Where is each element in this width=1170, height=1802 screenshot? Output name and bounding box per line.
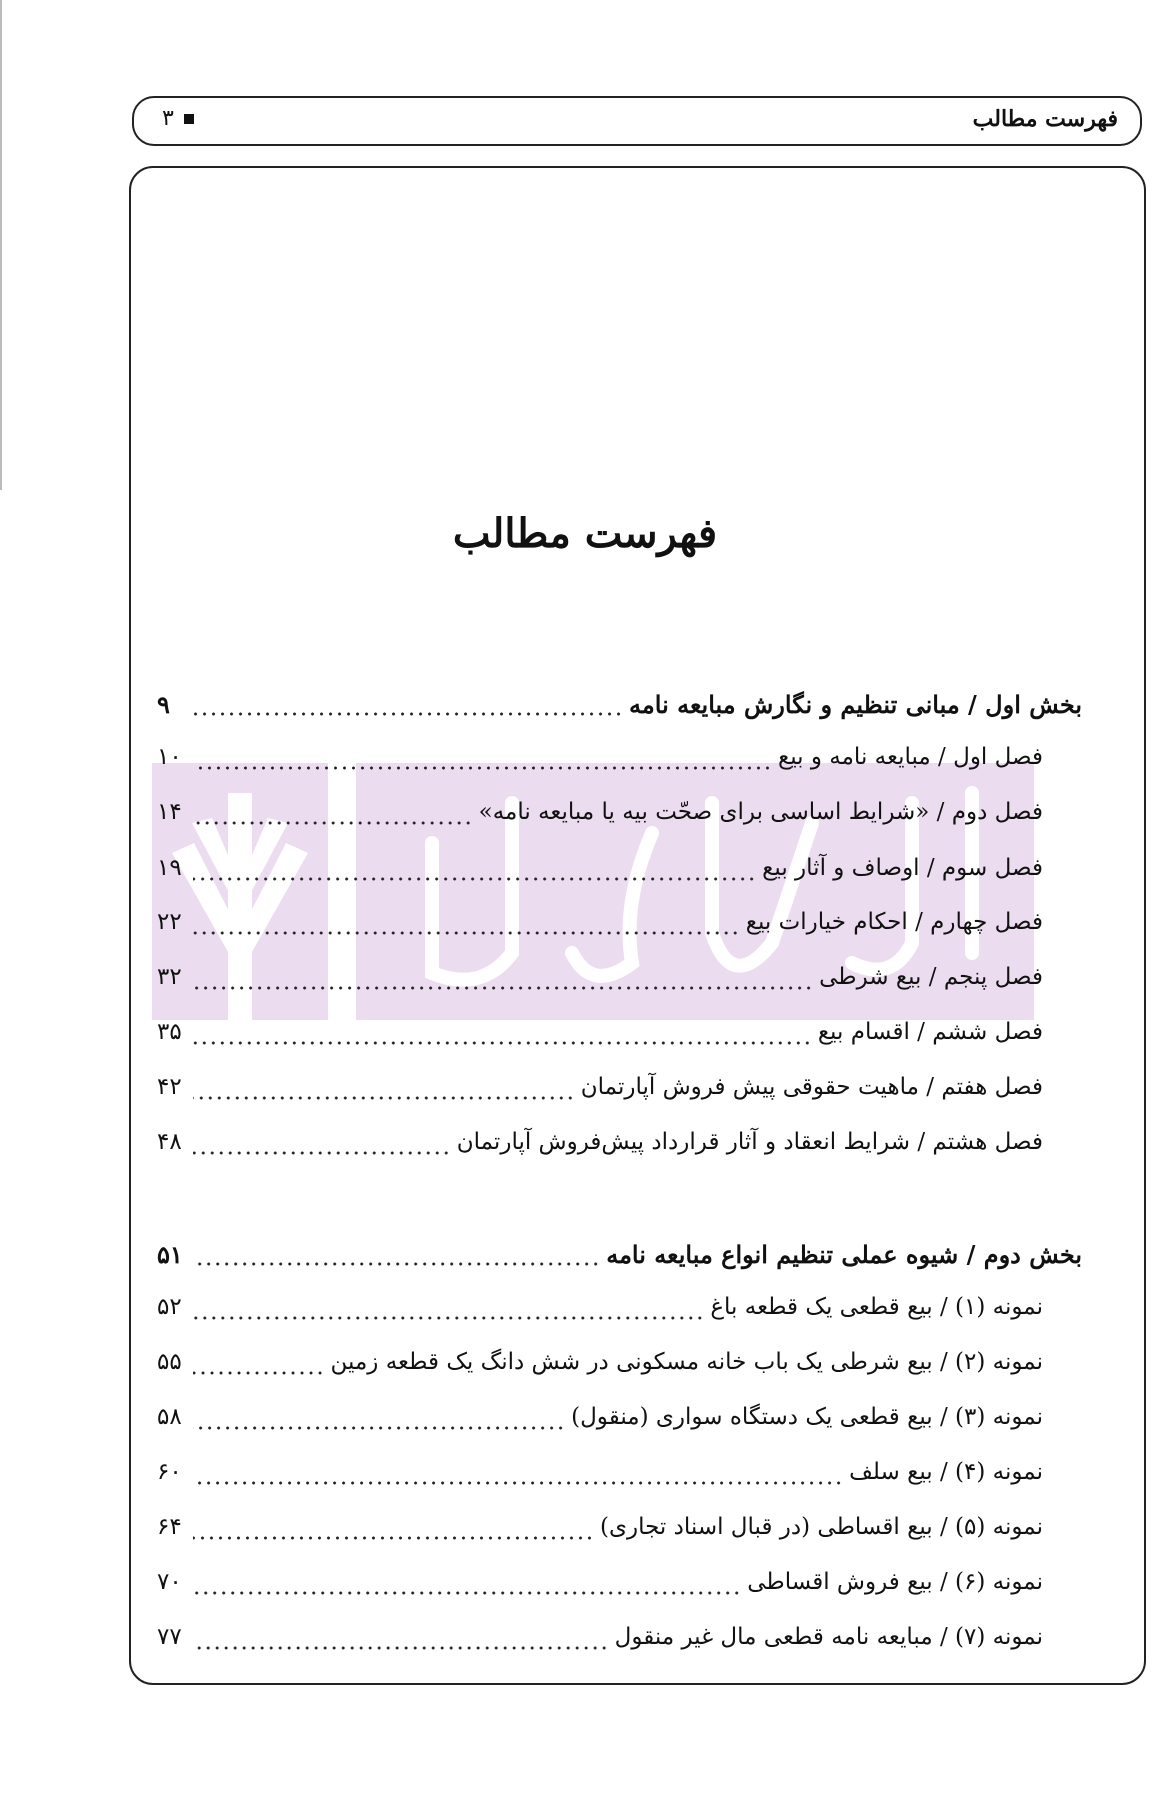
toc-entry[interactable]	[157, 909, 1043, 943]
toc-entry-label: نمونه (۴) / بیع سلف	[849, 1459, 1043, 1485]
toc-entry-label: فصل هفتم / ماهیت حقوقی پیش فروش آپارتمان	[580, 1074, 1043, 1100]
page-title: فهرست مطالب	[452, 510, 718, 557]
dot-leader	[193, 712, 623, 716]
running-header-page	[162, 106, 194, 131]
dot-leader	[193, 1371, 325, 1375]
toc-entry-label: فصل پنجم / بیع شرطی	[819, 964, 1043, 990]
square-bullet-icon	[184, 114, 194, 124]
toc-entry-page: ۵۱	[157, 1240, 183, 1269]
toc-entry[interactable]	[157, 1459, 1043, 1493]
toc-entry-label: نمونه (۶) / بیع فروش اقساطی	[747, 1569, 1043, 1595]
dot-leader	[193, 766, 772, 770]
toc-entry-label: فصل هشتم / شرایط انعقاد و آثار قرارداد پیش‌فروش آپارتمان	[456, 1129, 1043, 1155]
dot-leader	[193, 821, 473, 825]
toc-entry-page: ۳۵	[157, 1019, 182, 1045]
toc-entry-page: ۵۸	[157, 1404, 182, 1430]
toc-entry-page: ۵۲	[157, 1294, 182, 1320]
toc-entry[interactable]	[157, 744, 1043, 778]
toc-entry[interactable]	[157, 1294, 1043, 1328]
toc-entry-label: نمونه (۱) / بیع قطعی یک قطعه باغ	[710, 1294, 1043, 1320]
toc-entry[interactable]	[157, 1074, 1043, 1108]
dot-leader	[193, 877, 756, 881]
toc-entry-page: ۲۲	[157, 909, 182, 935]
running-header-title: فهرست مطالب	[972, 106, 1118, 132]
dot-leader	[193, 1316, 704, 1320]
toc-entry-label: فصل ششم / اقسام بیع	[817, 1019, 1043, 1045]
toc-entry[interactable]	[157, 1569, 1043, 1603]
dot-leader	[193, 931, 740, 935]
toc-entry-page: ۴۲	[157, 1074, 182, 1100]
page-edge	[0, 0, 2, 490]
dot-leader	[193, 1096, 575, 1100]
toc-entry[interactable]	[157, 1624, 1043, 1658]
toc-entry-label: نمونه (۲) / بیع شرطی یک باب خانه مسکونی در شش دانگ یک قطعه زمین	[330, 1349, 1043, 1375]
toc-entry[interactable]	[157, 1404, 1043, 1438]
dot-leader	[193, 1481, 843, 1485]
dot-leader	[193, 1151, 451, 1155]
toc-entry-label: بخش اول / مبانی تنظیم و نگارش مبایعه نامه	[629, 690, 1082, 719]
toc-part-heading[interactable]	[157, 1240, 1082, 1274]
toc-entry-page: ۱۴	[157, 799, 182, 825]
toc-entry[interactable]	[157, 855, 1043, 889]
dot-leader	[193, 1591, 741, 1595]
toc-entry-label: فصل سوم / اوصاف و آثار بیع	[762, 855, 1043, 881]
dot-leader	[193, 1426, 565, 1430]
toc-part-heading[interactable]	[157, 690, 1082, 724]
toc-entry-page: ۷۰	[157, 1569, 182, 1595]
dot-leader	[193, 1262, 600, 1266]
dot-leader	[193, 986, 813, 990]
dot-leader	[193, 1041, 812, 1045]
toc-entry[interactable]	[157, 1019, 1043, 1053]
dot-leader	[193, 1646, 609, 1650]
toc-entry[interactable]	[157, 1514, 1043, 1548]
toc-entry-label: فصل دوم / «شرایط اساسی برای صحّت بیه یا مبایعه نامه»	[478, 799, 1043, 825]
toc-entry-label: نمونه (۷) / مبایعه نامه قطعی مال غیر منقول	[614, 1624, 1043, 1650]
toc-entry-page: ۶۴	[157, 1514, 182, 1540]
page-number: ۳	[162, 106, 174, 131]
toc-entry-page: ۶۰	[157, 1459, 182, 1485]
toc-entry-label: نمونه (۵) / بیع اقساطی (در قبال اسناد تجاری)	[599, 1514, 1043, 1540]
toc-entry[interactable]	[157, 799, 1043, 833]
toc-entry-page: ۱۰	[157, 744, 182, 770]
toc-entry-label: فصل اول / مبایعه نامه و بیع	[777, 744, 1043, 770]
toc-entry-page: ۹	[157, 690, 170, 719]
toc-entry[interactable]	[157, 1129, 1043, 1163]
toc-entry-page: ۵۵	[157, 1349, 182, 1375]
running-header	[132, 96, 1142, 146]
toc-entry-page: ۱۹	[157, 855, 182, 881]
toc-entry-page: ۳۲	[157, 964, 182, 990]
toc-entry-label: فصل چهارم / احکام خیارات بیع	[745, 909, 1043, 935]
toc-entry-label: نمونه (۳) / بیع قطعی یک دستگاه سواری (منقول)	[571, 1404, 1043, 1430]
toc-entry[interactable]	[157, 1349, 1043, 1383]
toc-entry-label: بخش دوم / شیوه عملی تنظیم انواع مبایعه نامه	[606, 1240, 1082, 1269]
toc-entry-page: ۴۸	[157, 1129, 182, 1155]
dot-leader	[193, 1536, 594, 1540]
toc-entry[interactable]	[157, 964, 1043, 998]
toc-entry-page: ۷۷	[157, 1624, 182, 1650]
